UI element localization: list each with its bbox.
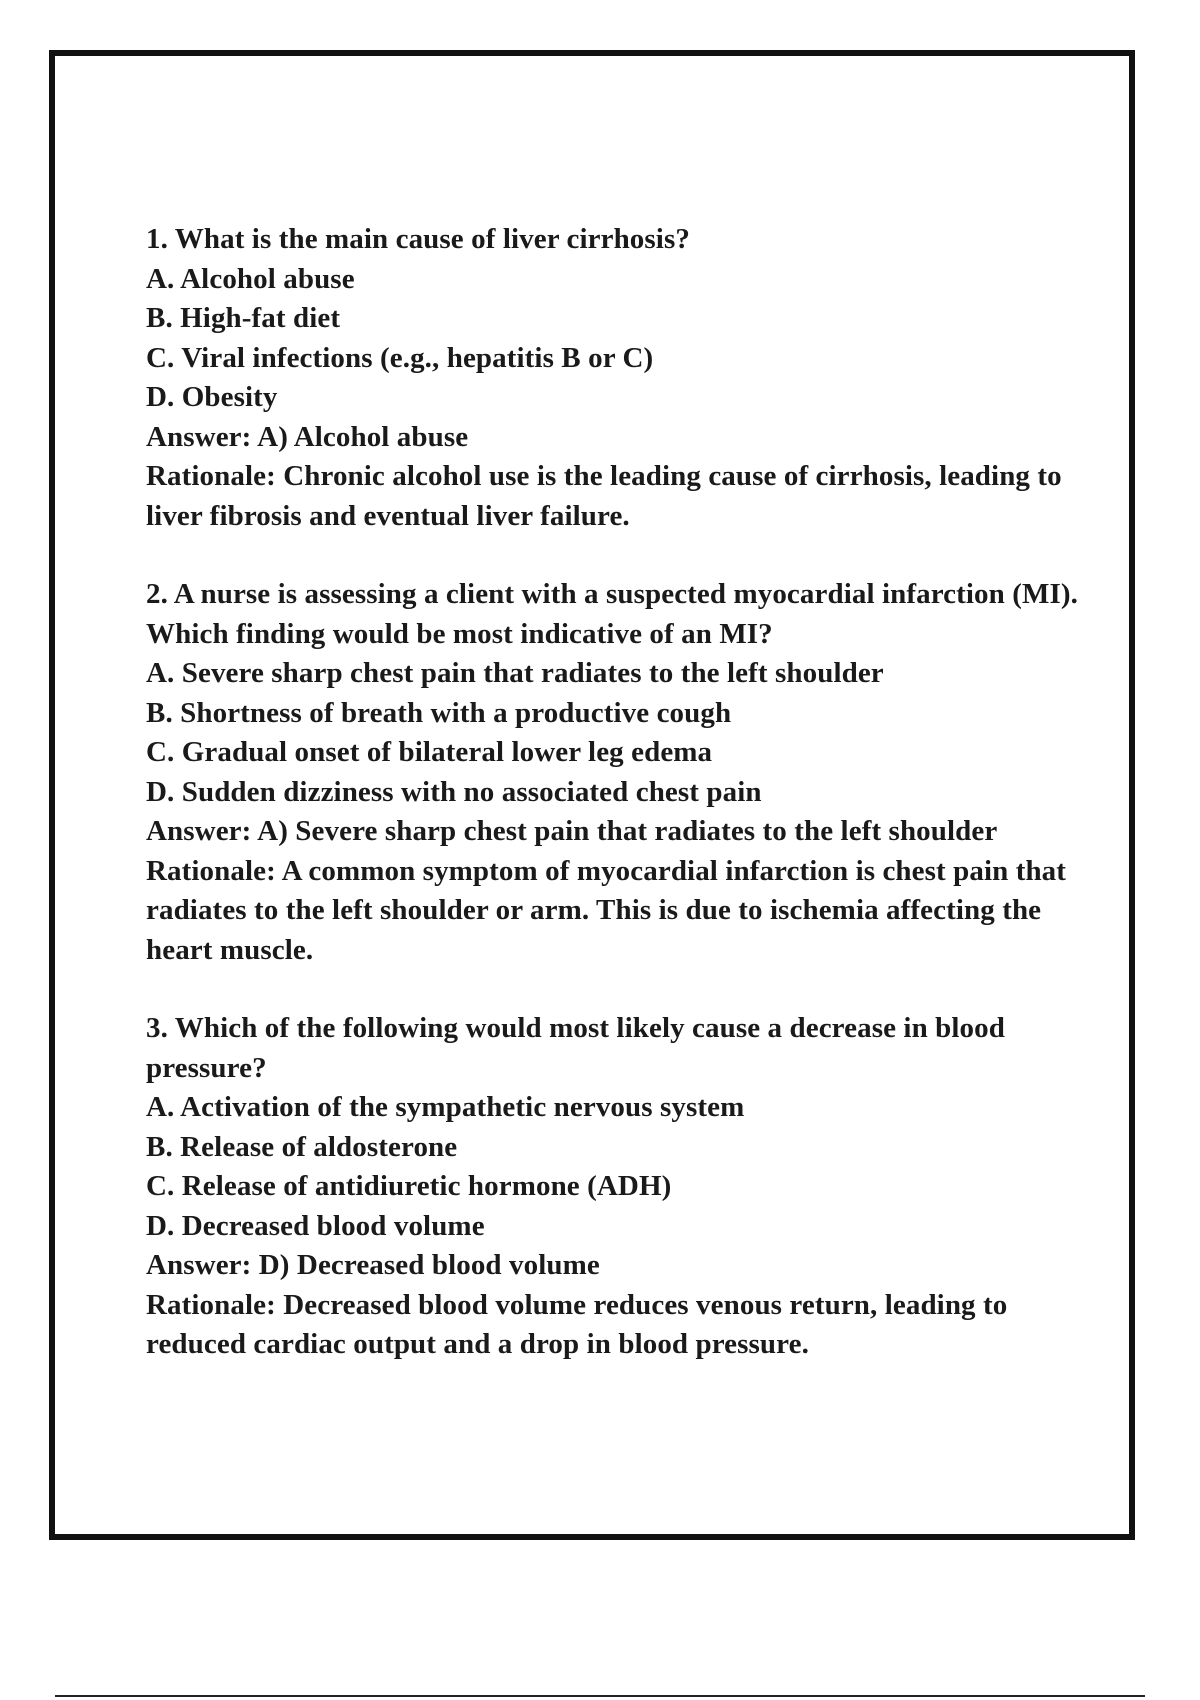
option-c: C. Gradual onset of bilateral lower leg edema [146,736,713,768]
option-a: A. Activation of the sympathetic nervous system [146,1091,745,1123]
answer-text: Answer: D) Decreased blood volume [146,1249,600,1281]
option-d: D. Decreased blood volume [146,1209,485,1242]
bottom-divider [55,1695,1145,1697]
question-block-3 [146,1009,1096,1365]
question-text: 2. A nurse is assessing a client with a suspected myocardial infarction (MI). Which finding would be most indicative of an MI? [146,578,1078,650]
option-d: D. Obesity [146,381,278,413]
option-b: B. Shortness of breath with a productive cough [146,696,732,729]
rationale-text: Rationale: A common symptom of myocardial infarction is chest pain that radiates to the left shoulder or arm. This is due to ischemia affecting the heart muscle. [146,854,1067,966]
rationale-text: Rationale: Chronic alcohol use is the leading cause of cirrhosis, leading to liver fibrosis and eventual liver failure. [146,460,1062,532]
option-a: A. Alcohol abuse [146,262,355,295]
answer-text: Answer: A) Alcohol abuse [146,420,469,453]
option-b: B. High-fat diet [146,302,341,334]
option-c: C. Release of antidiuretic hormone (ADH) [146,1170,672,1202]
option-a: A. Severe sharp chest pain that radiates to the left shoulder [146,657,884,689]
question-block-1 [146,220,1096,536]
rationale-text: Rationale: Decreased blood volume reduces venous return, leading to reduced cardiac output and a drop in blood pressure. [146,1288,1008,1360]
question-block-2 [146,575,1096,970]
option-c: C. Viral infections (e.g., hepatitis B or C) [146,341,654,374]
question-list [146,220,1096,1404]
option-b: B. Release of aldosterone [146,1130,458,1163]
option-d: D. Sudden dizziness with no associated chest pain [146,775,762,808]
question-text: 1. What is the main cause of liver cirrhosis? [146,223,690,255]
answer-text: Answer: A) Severe sharp chest pain that radiates to the left shoulder [146,815,998,847]
question-text: 3. Which of the following would most likely cause a decrease in blood pressure? [146,1012,1005,1084]
